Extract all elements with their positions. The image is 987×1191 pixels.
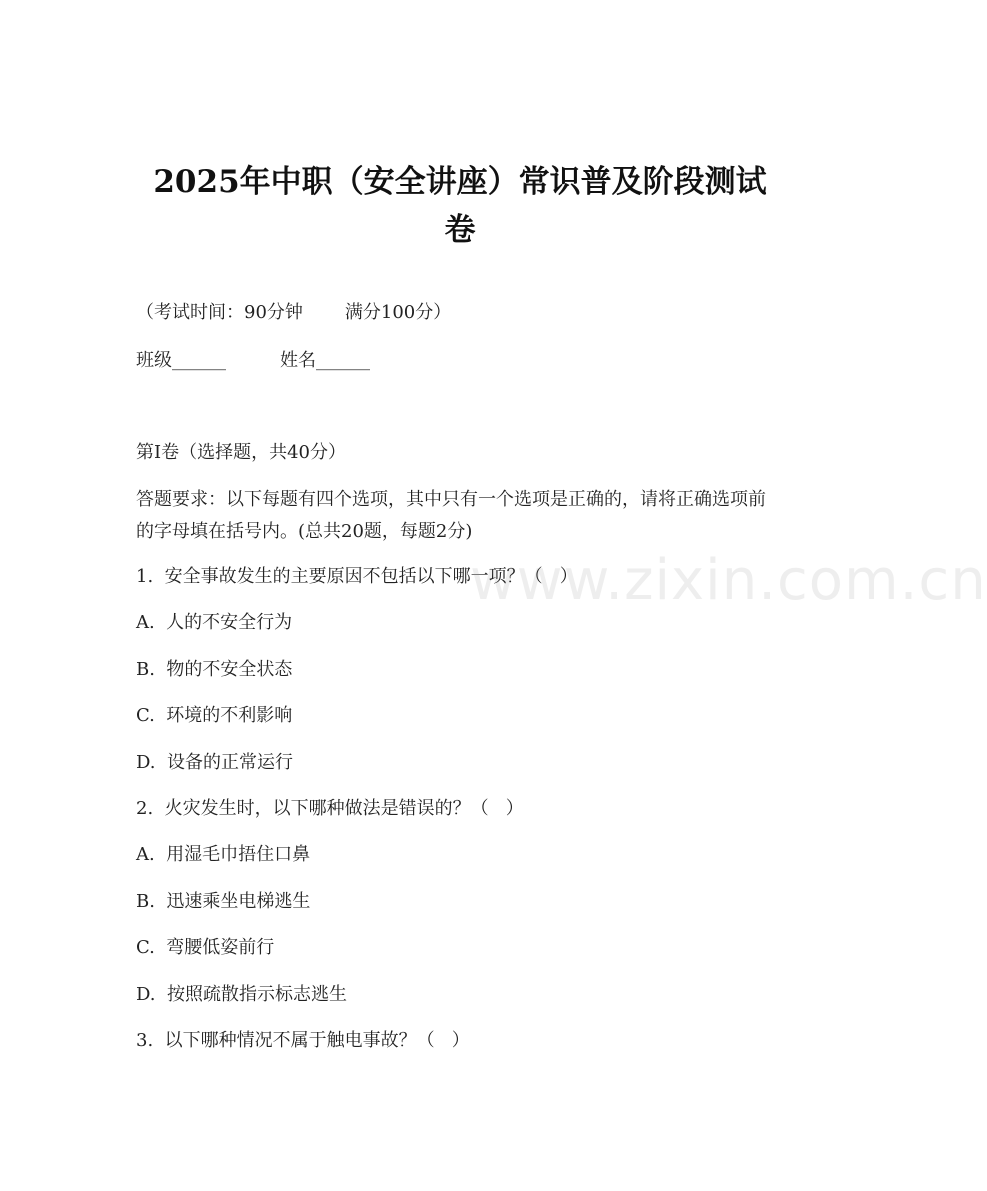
name-field: 姓名______ xyxy=(280,350,370,371)
class-field: 班级______ xyxy=(136,350,226,371)
document-title-line1: 2025年中职（安全讲座）常识普及阶段测试 xyxy=(153,164,767,200)
question-1-option-b: B. 物的不安全状态 xyxy=(136,659,293,680)
watermark: www.zixin.com.cn xyxy=(470,548,987,613)
section-title: 第I卷（选择题，共40分） xyxy=(136,442,347,463)
question-1-option-a: A. 人的不安全行为 xyxy=(136,612,293,633)
question-1-option-c: C. 环境的不利影响 xyxy=(136,705,293,726)
question-2-option-c: C. 弯腰低姿前行 xyxy=(136,937,275,958)
document-title-line2: 卷 xyxy=(444,212,476,248)
question-2-option-a: A. 用湿毛巾捂住口鼻 xyxy=(136,844,311,865)
question-1-option-d: D. 设备的正常运行 xyxy=(136,752,293,773)
instructions: 答题要求：以下每题有四个选项，其中只有一个选项是正确的，请将正确选项前的字母填在括号内。(总共20题，每题2分) xyxy=(136,489,766,542)
question-3-stem: 3. 以下哪种情况不属于触电事故？（ ） xyxy=(136,1030,470,1051)
exam-info xyxy=(136,298,451,328)
student-info xyxy=(136,346,370,376)
full-score: 满分100分） xyxy=(344,302,452,323)
question-2-option-d: D. 按照疏散指示标志逃生 xyxy=(136,984,347,1005)
question-2-stem: 2. 火灾发生时，以下哪种做法是错误的？（ ） xyxy=(136,798,524,819)
exam-time: （考试时间：90分钟 xyxy=(136,302,303,323)
question-1-stem: 1. 安全事故发生的主要原因不包括以下哪一项？（ ） xyxy=(136,566,578,587)
question-2-option-b: B. 迅速乘坐电梯逃生 xyxy=(136,891,311,912)
